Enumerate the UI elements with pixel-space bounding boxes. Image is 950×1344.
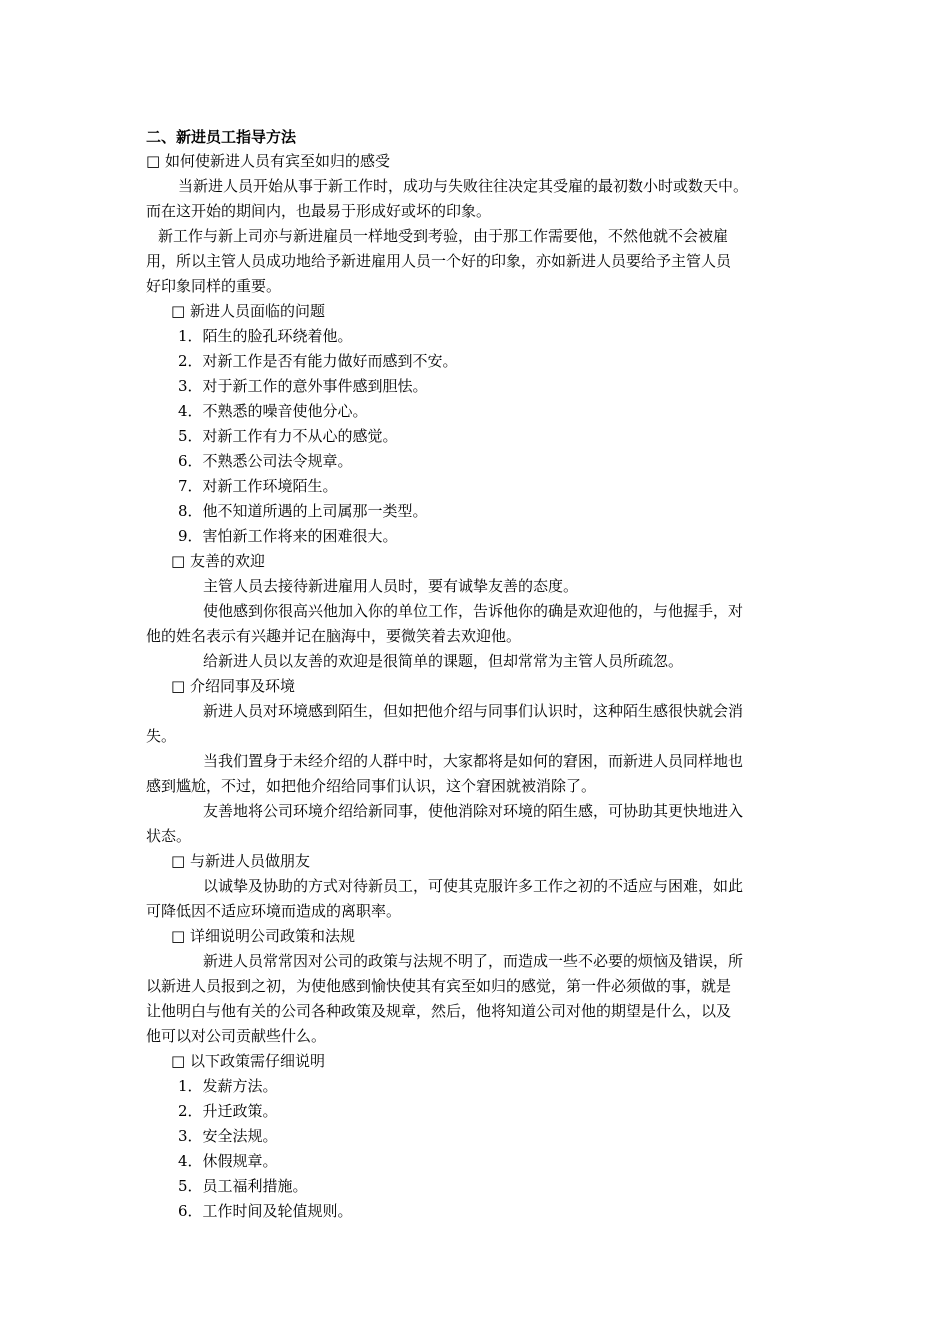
paragraph-line: 使他感到你很高兴他加入你的单位工作，告诉他你的确是欢迎他的，与他握手，对 xyxy=(203,602,744,620)
list-item: 6．不熟悉公司法令规章。 xyxy=(178,452,353,470)
paragraph-line: 以新进人员报到之初，为使他感到愉快使其有宾至如归的感觉，第一件必须做的事，就是 xyxy=(146,977,732,995)
section-heading-welcome-feeling: □ 如何使新进人员有宾至如归的感受 xyxy=(146,152,390,170)
list-item: 7．对新工作环境陌生。 xyxy=(178,477,338,495)
paragraph-line: 好印象同样的重要。 xyxy=(146,277,282,295)
paragraph-line: 感到尴尬，不过，如把他介绍给同事们认识，这个窘困就被消除了。 xyxy=(146,777,597,795)
paragraph-line: 主管人员去接待新进雇用人员时，要有诚挚友善的态度。 xyxy=(203,577,579,595)
paragraph-line: 他可以对公司贡献些什么。 xyxy=(146,1027,327,1045)
list-item: 3．安全法规。 xyxy=(178,1127,278,1145)
paragraph-line: 他的姓名表示有兴趣并记在脑海中，要微笑着去欢迎他。 xyxy=(146,627,522,645)
paragraph-line: 用，所以主管人员成功地给予新进雇用人员一个好的印象，亦如新进人员要给予主管人员 xyxy=(146,252,732,270)
list-item: 4．不熟悉的噪音使他分心。 xyxy=(178,402,368,420)
paragraph-line: 当新进人员开始从事于新工作时，成功与失败往往决定其受雇的最初数小时或数天中。 xyxy=(178,177,749,195)
paragraph-line: 状态。 xyxy=(146,827,192,845)
section-heading-friendly-welcome: □ 友善的欢迎 xyxy=(171,552,265,570)
paragraph-line: 当我们置身于未经介绍的人群中时，大家都将是如何的窘困，而新进人员同样地也 xyxy=(203,752,744,770)
paragraph-line: 可降低因不适应环境而造成的离职率。 xyxy=(146,902,402,920)
list-item: 3．对于新工作的意外事件感到胆怯。 xyxy=(178,377,428,395)
list-item: 6．工作时间及轮值规则。 xyxy=(178,1202,353,1220)
list-item: 2．升迁政策。 xyxy=(178,1102,278,1120)
list-item: 9．害怕新工作将来的困难很大。 xyxy=(178,527,398,545)
section-heading-policy: □ 详细说明公司政策和法规 xyxy=(171,927,355,945)
paragraph-line: 新进人员常常因对公司的政策与法规不明了，而造成一些不必要的烦恼及错误，所 xyxy=(203,952,744,970)
list-item: 5．员工福利措施。 xyxy=(178,1177,308,1195)
list-item: 8．他不知道所遇的上司属那一类型。 xyxy=(178,502,428,520)
paragraph-line: 友善地将公司环境介绍给新同事，使他消除对环境的陌生感，可协助其更快地进入 xyxy=(203,802,744,820)
paragraph-line: 新进人员对环境感到陌生，但如把他介绍与同事们认识时，这种陌生感很快就会消 xyxy=(203,702,744,720)
paragraph-line: 让他明白与他有关的公司各种政策及规章，然后，他将知道公司对他的期望是什么，以及 xyxy=(146,1002,732,1020)
list-item: 5．对新工作有力不从心的感觉。 xyxy=(178,427,398,445)
paragraph-line: 新工作与新上司亦与新进雇员一样地受到考验，由于那工作需要他，不然他就不会被雇 xyxy=(158,227,729,245)
paragraph-line: 给新进人员以友善的欢迎是很简单的课题，但却常常为主管人员所疏忽。 xyxy=(203,652,684,670)
paragraph-line: 而在这开始的期间内，也最易于形成好或坏的印象。 xyxy=(146,202,492,220)
section-title: 二、新进员工指导方法 xyxy=(146,128,297,146)
section-heading-friends: □ 与新进人员做朋友 xyxy=(171,852,310,870)
list-item: 1．陌生的脸孔环绕着他。 xyxy=(178,327,353,345)
section-heading-introduce: □ 介绍同事及环境 xyxy=(171,677,295,695)
list-item: 2．对新工作是否有能力做好而感到不安。 xyxy=(178,352,458,370)
list-item: 1．发薪方法。 xyxy=(178,1077,278,1095)
paragraph-line: 以诚挚及协助的方式对待新员工，可使其克服许多工作之初的不适应与困难，如此 xyxy=(203,877,744,895)
list-item: 4．休假规章。 xyxy=(178,1152,278,1170)
paragraph-line: 失。 xyxy=(146,727,177,745)
section-heading-problems: □ 新进人员面临的问题 xyxy=(171,302,325,320)
section-heading-details: □ 以下政策需仔细说明 xyxy=(171,1052,325,1070)
